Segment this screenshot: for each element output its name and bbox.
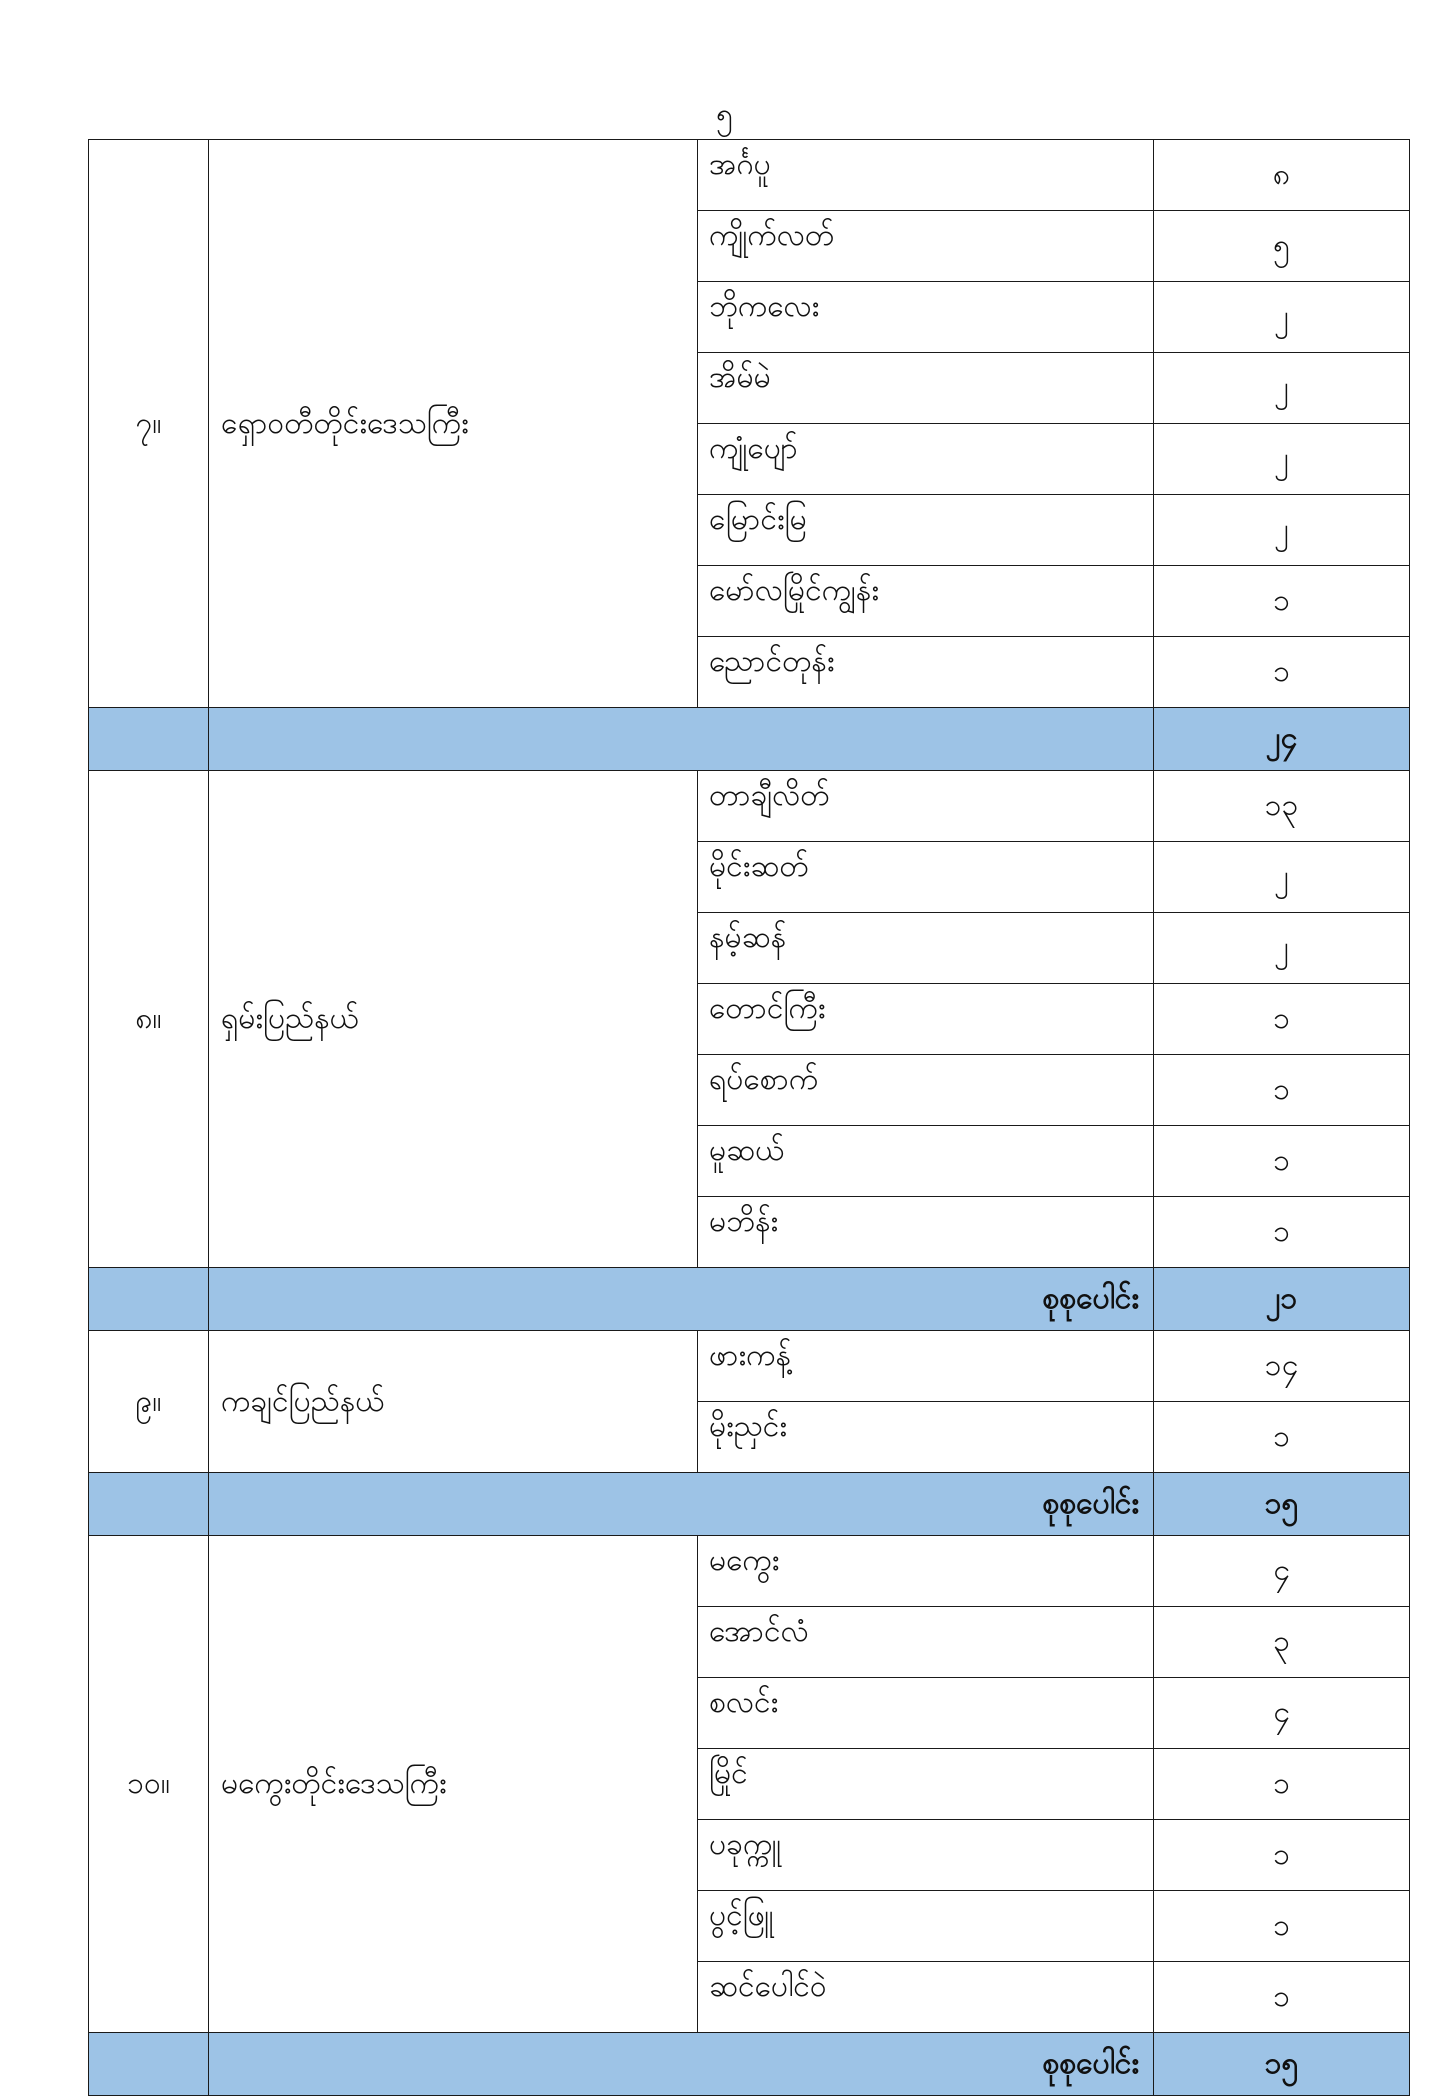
total-count: ၂၁: [1154, 1268, 1410, 1331]
region-name: ရှောဝတီတိုင်းဒေသကြီး: [209, 140, 698, 708]
township-name: အိမ်မဲ: [698, 353, 1154, 424]
total-row: [89, 1473, 1410, 1536]
total-count: ၂၄: [1154, 708, 1410, 771]
group-number: ၈။: [89, 771, 209, 1268]
township-count: ၂: [1154, 495, 1410, 566]
township-name: မိုင်းဆတ်: [698, 842, 1154, 913]
township-count: ၁: [1154, 566, 1410, 637]
township-count: ၁: [1154, 637, 1410, 708]
region-name: ရှမ်းပြည်နယ်: [209, 771, 698, 1268]
township-count: ၁: [1154, 984, 1410, 1055]
township-count: ၁: [1154, 1749, 1410, 1820]
township-name: ပခုက္ကူ: [698, 1820, 1154, 1891]
township-name: ရပ်စောက်: [698, 1055, 1154, 1126]
table-row: [89, 1331, 1410, 1402]
township-count: ၁: [1154, 1197, 1410, 1268]
township-name: မြိုင်: [698, 1749, 1154, 1820]
township-name: ပွင့်ဖြူ: [698, 1891, 1154, 1962]
township-count: ၃: [1154, 1607, 1410, 1678]
township-count: ၁: [1154, 1891, 1410, 1962]
total-row: [89, 1268, 1410, 1331]
township-name: ကျုံပျော်: [698, 424, 1154, 495]
township-name: ဆင်ပေါင်ဝဲ: [698, 1962, 1154, 2033]
township-table: [88, 139, 1410, 2096]
township-name: စလင်း: [698, 1678, 1154, 1749]
township-name: တောင်ကြီး: [698, 984, 1154, 1055]
township-name: အောင်လံ: [698, 1607, 1154, 1678]
township-count: ၂: [1154, 842, 1410, 913]
township-name: နမ့်ဆန်: [698, 913, 1154, 984]
total-row: [89, 708, 1410, 771]
total-row-blank-cell: [89, 1268, 209, 1331]
township-name: မူဆယ်: [698, 1126, 1154, 1197]
township-count: ၁: [1154, 1820, 1410, 1891]
group-number: ၁၀။: [89, 1536, 209, 2033]
township-name: မော်လမြိုင်ကျွန်း: [698, 566, 1154, 637]
township-count: ၂: [1154, 913, 1410, 984]
total-row-blank-cell: [89, 708, 209, 771]
township-name: မကွေး: [698, 1536, 1154, 1607]
township-name: ဘိုကလေး: [698, 282, 1154, 353]
township-count: ၁၃: [1154, 771, 1410, 842]
township-count: ၁: [1154, 1962, 1410, 2033]
table-body: [89, 140, 1410, 2096]
total-label: စုစုပေါင်း: [209, 2033, 1154, 2096]
township-name: မိုးညှင်း: [698, 1402, 1154, 1473]
total-row-blank-cell: [89, 2033, 209, 2096]
page-number: ၅: [716, 97, 733, 132]
township-name: မြောင်းမြ: [698, 495, 1154, 566]
table-row: [89, 771, 1410, 842]
township-count: ၂: [1154, 353, 1410, 424]
township-name: ညောင်တုန်း: [698, 637, 1154, 708]
township-count: ၁: [1154, 1055, 1410, 1126]
township-count: ၄: [1154, 1536, 1410, 1607]
township-count: ၂: [1154, 282, 1410, 353]
total-label: [209, 708, 1154, 771]
total-label: စုစုပေါင်း: [209, 1268, 1154, 1331]
township-name: မဘိန်း: [698, 1197, 1154, 1268]
table-row: [89, 140, 1410, 211]
group-number: ၉။: [89, 1331, 209, 1473]
township-count: ၂: [1154, 424, 1410, 495]
township-name: ဖားကန့်: [698, 1331, 1154, 1402]
township-count: ၁: [1154, 1402, 1410, 1473]
group-number: ၇။: [89, 140, 209, 708]
township-name: အင်္ဂပူ: [698, 140, 1154, 211]
township-name: တာချီလိတ်: [698, 771, 1154, 842]
total-row-blank-cell: [89, 1473, 209, 1536]
township-count: ၁၄: [1154, 1331, 1410, 1402]
region-name: မကွေးတိုင်းဒေသကြီး: [209, 1536, 698, 2033]
region-name: ကချင်ပြည်နယ်: [209, 1331, 698, 1473]
total-count: ၁၅: [1154, 1473, 1410, 1536]
total-row: [89, 2033, 1410, 2096]
total-label: စုစုပေါင်း: [209, 1473, 1154, 1536]
total-count: ၁၅: [1154, 2033, 1410, 2096]
township-count: ၅: [1154, 211, 1410, 282]
township-count: ၄: [1154, 1678, 1410, 1749]
township-count: ၁: [1154, 1126, 1410, 1197]
table-row: [89, 1536, 1410, 1607]
township-name: ကျိုက်လတ်: [698, 211, 1154, 282]
township-count: ၈: [1154, 140, 1410, 211]
